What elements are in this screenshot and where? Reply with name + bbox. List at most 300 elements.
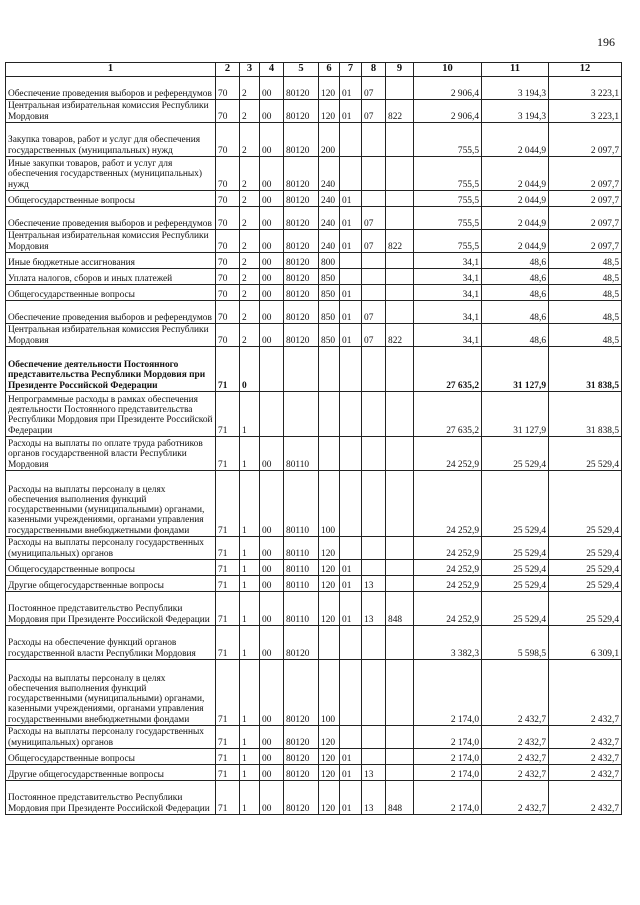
amount-cell: 24 252,9 xyxy=(414,437,482,471)
table-row xyxy=(6,660,622,726)
code-cell: 00 xyxy=(260,537,284,560)
code-cell xyxy=(386,626,414,660)
amount-cell: 24 252,9 xyxy=(414,560,482,576)
code-cell: 01 xyxy=(340,285,362,301)
row-label: Расходы на выплаты персоналу государственных (муниципальных) органов xyxy=(6,537,216,560)
amount-cell: 34,1 xyxy=(414,301,482,324)
code-cell: 1 xyxy=(240,437,260,471)
amount-cell: 48,6 xyxy=(482,324,549,347)
amount-cell: 48,5 xyxy=(549,285,622,301)
table-row xyxy=(6,781,622,815)
code-cell: 01 xyxy=(340,749,362,765)
code-cell: 120 xyxy=(319,100,340,123)
row-label: Общегосударственные вопросы xyxy=(6,560,216,576)
code-cell: 120 xyxy=(319,765,340,781)
code-cell xyxy=(362,191,386,207)
amount-cell: 25 529,4 xyxy=(549,560,622,576)
code-cell: 2 xyxy=(240,100,260,123)
code-cell: 1 xyxy=(240,749,260,765)
amount-cell: 2 432,7 xyxy=(482,660,549,726)
code-cell: 2 xyxy=(240,301,260,324)
code-cell xyxy=(340,537,362,560)
code-cell: 01 xyxy=(340,230,362,253)
page-number: 196 xyxy=(597,35,615,49)
code-cell: 01 xyxy=(340,592,362,626)
table-row xyxy=(6,207,622,230)
amount-cell: 2 044,9 xyxy=(482,191,549,207)
code-cell: 00 xyxy=(260,269,284,285)
code-cell: 80120 xyxy=(284,660,319,726)
code-cell: 80110 xyxy=(284,560,319,576)
code-cell: 80110 xyxy=(284,576,319,592)
code-cell: 01 xyxy=(340,765,362,781)
code-cell: 80120 xyxy=(284,157,319,191)
amount-cell: 25 529,4 xyxy=(549,437,622,471)
code-cell: 1 xyxy=(240,660,260,726)
amount-cell: 25 529,4 xyxy=(482,537,549,560)
code-cell: 80110 xyxy=(284,471,319,537)
code-cell xyxy=(362,285,386,301)
row-label: Расходы на выплаты персоналу в целях обеспечения выполнения функций государственными (муниципальными) органами, казенными учреждениями, органами управления государственными внебюджетными фондами xyxy=(6,660,216,726)
code-cell: 2 xyxy=(240,157,260,191)
amount-cell: 24 252,9 xyxy=(414,592,482,626)
table-row xyxy=(6,437,622,471)
code-cell: 120 xyxy=(319,576,340,592)
code-cell: 1 xyxy=(240,781,260,815)
code-cell xyxy=(386,765,414,781)
code-cell: 00 xyxy=(260,765,284,781)
code-cell xyxy=(340,269,362,285)
header-cell: 2 xyxy=(216,63,240,77)
code-cell: 00 xyxy=(260,660,284,726)
code-cell xyxy=(386,77,414,100)
amount-cell: 48,5 xyxy=(549,269,622,285)
code-cell: 822 xyxy=(386,324,414,347)
code-cell: 00 xyxy=(260,437,284,471)
code-cell: 01 xyxy=(340,207,362,230)
amount-cell: 25 529,4 xyxy=(549,537,622,560)
code-cell: 2 xyxy=(240,230,260,253)
code-cell: 1 xyxy=(240,592,260,626)
code-cell: 100 xyxy=(319,660,340,726)
amount-cell: 755,5 xyxy=(414,230,482,253)
code-cell xyxy=(340,123,362,157)
code-cell: 07 xyxy=(362,207,386,230)
table-row xyxy=(6,230,622,253)
amount-cell: 755,5 xyxy=(414,123,482,157)
code-cell xyxy=(362,253,386,269)
code-cell xyxy=(386,392,414,437)
amount-cell: 2 174,0 xyxy=(414,781,482,815)
code-cell xyxy=(386,285,414,301)
code-cell: 01 xyxy=(340,77,362,100)
table-row xyxy=(6,749,622,765)
code-cell: 100 xyxy=(319,471,340,537)
code-cell: 07 xyxy=(362,301,386,324)
amount-cell: 24 252,9 xyxy=(414,471,482,537)
code-cell: 70 xyxy=(216,157,240,191)
code-cell: 00 xyxy=(260,781,284,815)
row-label: Центральная избирательная комиссия Республики Мордовия xyxy=(6,230,216,253)
code-cell: 71 xyxy=(216,765,240,781)
code-cell xyxy=(386,253,414,269)
code-cell xyxy=(362,749,386,765)
code-cell xyxy=(386,471,414,537)
code-cell xyxy=(319,437,340,471)
code-cell xyxy=(362,560,386,576)
code-cell xyxy=(362,269,386,285)
code-cell: 71 xyxy=(216,437,240,471)
code-cell: 120 xyxy=(319,560,340,576)
code-cell: 00 xyxy=(260,285,284,301)
amount-cell: 34,1 xyxy=(414,324,482,347)
code-cell xyxy=(386,123,414,157)
code-cell: 80120 xyxy=(284,726,319,749)
header-cell: 10 xyxy=(414,63,482,77)
code-cell: 01 xyxy=(340,100,362,123)
amount-cell: 25 529,4 xyxy=(482,437,549,471)
code-cell: 80110 xyxy=(284,437,319,471)
code-cell xyxy=(340,157,362,191)
code-cell: 00 xyxy=(260,626,284,660)
code-cell: 71 xyxy=(216,660,240,726)
code-cell: 00 xyxy=(260,253,284,269)
code-cell: 71 xyxy=(216,726,240,749)
amount-cell: 31 127,9 xyxy=(482,347,549,392)
amount-cell: 48,6 xyxy=(482,285,549,301)
code-cell xyxy=(386,749,414,765)
code-cell: 70 xyxy=(216,324,240,347)
amount-cell: 34,1 xyxy=(414,285,482,301)
amount-cell: 2 174,0 xyxy=(414,765,482,781)
code-cell xyxy=(362,437,386,471)
row-label: Центральная избирательная комиссия Республики Мордовия xyxy=(6,100,216,123)
table-row xyxy=(6,157,622,191)
amount-cell: 2 432,7 xyxy=(549,765,622,781)
header-cell: 3 xyxy=(240,63,260,77)
code-cell: 00 xyxy=(260,230,284,253)
amount-cell: 755,5 xyxy=(414,191,482,207)
code-cell: 71 xyxy=(216,347,240,392)
code-cell xyxy=(386,347,414,392)
header-cell: 1 xyxy=(6,63,216,77)
code-cell: 120 xyxy=(319,781,340,815)
table-header-row xyxy=(6,63,622,77)
code-cell: 848 xyxy=(386,781,414,815)
code-cell xyxy=(386,437,414,471)
code-cell: 00 xyxy=(260,749,284,765)
row-label: Обеспечение проведения выборов и референдумов xyxy=(6,301,216,324)
code-cell: 80120 xyxy=(284,765,319,781)
code-cell: 120 xyxy=(319,537,340,560)
amount-cell: 48,6 xyxy=(482,269,549,285)
amount-cell: 25 529,4 xyxy=(482,471,549,537)
code-cell: 71 xyxy=(216,576,240,592)
table-row xyxy=(6,765,622,781)
amount-cell: 2 044,9 xyxy=(482,207,549,230)
amount-cell: 2 432,7 xyxy=(482,765,549,781)
code-cell: 240 xyxy=(319,191,340,207)
row-label: Иные закупки товаров, работ и услуг для обеспечения государственных (муниципальных) нужд xyxy=(6,157,216,191)
code-cell: 00 xyxy=(260,592,284,626)
row-label: Иные бюджетные ассигнования xyxy=(6,253,216,269)
code-cell: 13 xyxy=(362,576,386,592)
row-label: Обеспечение деятельности Постоянного представительства Республики Мордовия при Президенте Российской Федерации xyxy=(6,347,216,392)
code-cell xyxy=(319,392,340,437)
code-cell: 80120 xyxy=(284,781,319,815)
code-cell xyxy=(319,347,340,392)
code-cell: 71 xyxy=(216,392,240,437)
amount-cell: 25 529,4 xyxy=(549,576,622,592)
header-cell: 4 xyxy=(260,63,284,77)
amount-cell: 2 097,7 xyxy=(549,191,622,207)
code-cell: 848 xyxy=(386,592,414,626)
code-cell: 01 xyxy=(340,324,362,347)
table-row xyxy=(6,560,622,576)
code-cell: 2 xyxy=(240,191,260,207)
code-cell: 2 xyxy=(240,253,260,269)
code-cell: 00 xyxy=(260,471,284,537)
code-cell xyxy=(386,726,414,749)
code-cell: 120 xyxy=(319,592,340,626)
amount-cell: 3 223,1 xyxy=(549,100,622,123)
amount-cell: 2 432,7 xyxy=(482,781,549,815)
code-cell: 80120 xyxy=(284,207,319,230)
code-cell: 07 xyxy=(362,77,386,100)
code-cell: 1 xyxy=(240,392,260,437)
amount-cell: 48,5 xyxy=(549,253,622,269)
code-cell xyxy=(362,392,386,437)
amount-cell: 24 252,9 xyxy=(414,537,482,560)
row-label: Постоянное представительство Республики Мордовия при Президенте Российской Федерации xyxy=(6,781,216,815)
code-cell: 70 xyxy=(216,191,240,207)
code-cell: 2 xyxy=(240,285,260,301)
table-row xyxy=(6,191,622,207)
code-cell: 01 xyxy=(340,560,362,576)
code-cell: 80120 xyxy=(284,77,319,100)
code-cell: 00 xyxy=(260,157,284,191)
code-cell: 70 xyxy=(216,269,240,285)
row-label: Общегосударственные вопросы xyxy=(6,285,216,301)
code-cell: 70 xyxy=(216,230,240,253)
code-cell: 13 xyxy=(362,781,386,815)
row-label: Расходы на выплаты персоналу в целях обеспечения выполнения функций государственными (муниципальными) органами, казенными учреждениями, органами управления государственными внебюджетными фондами xyxy=(6,471,216,537)
code-cell: 120 xyxy=(319,77,340,100)
amount-cell: 48,5 xyxy=(549,301,622,324)
code-cell xyxy=(386,207,414,230)
budget-table xyxy=(5,62,622,815)
code-cell: 01 xyxy=(340,301,362,324)
code-cell: 1 xyxy=(240,537,260,560)
table-row xyxy=(6,592,622,626)
code-cell: 00 xyxy=(260,301,284,324)
code-cell xyxy=(260,392,284,437)
amount-cell: 2 174,0 xyxy=(414,749,482,765)
amount-cell: 2 906,4 xyxy=(414,77,482,100)
row-label: Постоянное представительство Республики Мордовия при Президенте Российской Федерации xyxy=(6,592,216,626)
amount-cell: 3 194,3 xyxy=(482,100,549,123)
row-label: Общегосударственные вопросы xyxy=(6,191,216,207)
code-cell xyxy=(340,660,362,726)
amount-cell: 755,5 xyxy=(414,157,482,191)
amount-cell: 25 529,4 xyxy=(482,560,549,576)
table-row xyxy=(6,269,622,285)
amount-cell: 2 097,7 xyxy=(549,157,622,191)
row-label: Непрограммные расходы в рамках обеспечения деятельности Постоянного представительства Республики Мордовия при Президенте Российской Федерации xyxy=(6,392,216,437)
table-row xyxy=(6,347,622,392)
amount-cell: 2 432,7 xyxy=(549,781,622,815)
amount-cell: 25 529,4 xyxy=(549,592,622,626)
code-cell: 80120 xyxy=(284,626,319,660)
code-cell: 07 xyxy=(362,100,386,123)
table-row xyxy=(6,123,622,157)
amount-cell: 2 097,7 xyxy=(549,207,622,230)
amount-cell: 25 529,4 xyxy=(482,576,549,592)
code-cell: 80120 xyxy=(284,253,319,269)
code-cell xyxy=(340,392,362,437)
code-cell: 01 xyxy=(340,576,362,592)
table-row xyxy=(6,576,622,592)
amount-cell: 25 529,4 xyxy=(549,471,622,537)
code-cell: 1 xyxy=(240,471,260,537)
table-row xyxy=(6,324,622,347)
code-cell: 850 xyxy=(319,324,340,347)
code-cell: 70 xyxy=(216,123,240,157)
code-cell: 00 xyxy=(260,560,284,576)
code-cell: 240 xyxy=(319,157,340,191)
code-cell: 00 xyxy=(260,207,284,230)
code-cell: 00 xyxy=(260,576,284,592)
amount-cell: 755,5 xyxy=(414,207,482,230)
code-cell: 00 xyxy=(260,100,284,123)
amount-cell: 31 838,5 xyxy=(549,347,622,392)
amount-cell: 2 906,4 xyxy=(414,100,482,123)
code-cell: 1 xyxy=(240,726,260,749)
table-row xyxy=(6,253,622,269)
code-cell: 70 xyxy=(216,285,240,301)
code-cell: 13 xyxy=(362,765,386,781)
amount-cell: 5 598,5 xyxy=(482,626,549,660)
amount-cell: 27 635,2 xyxy=(414,347,482,392)
code-cell: 70 xyxy=(216,207,240,230)
code-cell xyxy=(362,157,386,191)
code-cell: 00 xyxy=(260,191,284,207)
header-cell: 6 xyxy=(319,63,340,77)
code-cell xyxy=(340,471,362,537)
code-cell: 70 xyxy=(216,301,240,324)
amount-cell: 2 432,7 xyxy=(549,660,622,726)
code-cell xyxy=(340,726,362,749)
row-label: Расходы на обеспечение функций органов государственной власти Республики Мордовия xyxy=(6,626,216,660)
code-cell: 800 xyxy=(319,253,340,269)
code-cell: 71 xyxy=(216,537,240,560)
amount-cell: 48,6 xyxy=(482,301,549,324)
code-cell: 2 xyxy=(240,123,260,157)
amount-cell: 2 097,7 xyxy=(549,123,622,157)
code-cell: 240 xyxy=(319,207,340,230)
code-cell xyxy=(386,157,414,191)
code-cell: 71 xyxy=(216,471,240,537)
code-cell xyxy=(386,576,414,592)
code-cell: 240 xyxy=(319,230,340,253)
table-row xyxy=(6,285,622,301)
amount-cell: 48,5 xyxy=(549,324,622,347)
code-cell xyxy=(386,660,414,726)
code-cell: 00 xyxy=(260,726,284,749)
code-cell xyxy=(319,626,340,660)
table-row xyxy=(6,100,622,123)
code-cell xyxy=(340,437,362,471)
amount-cell: 3 194,3 xyxy=(482,77,549,100)
code-cell xyxy=(340,347,362,392)
code-cell: 80120 xyxy=(284,100,319,123)
row-label: Расходы на выплаты по оплате труда работников органов государственной власти Республики Мордовия xyxy=(6,437,216,471)
code-cell: 70 xyxy=(216,253,240,269)
amount-cell: 6 309,1 xyxy=(549,626,622,660)
code-cell: 70 xyxy=(216,77,240,100)
table-row xyxy=(6,471,622,537)
table-row xyxy=(6,537,622,560)
row-label: Центральная избирательная комиссия Республики Мордовия xyxy=(6,324,216,347)
code-cell xyxy=(362,726,386,749)
code-cell: 2 xyxy=(240,324,260,347)
row-label: Расходы на выплаты персоналу государственных (муниципальных) органов xyxy=(6,726,216,749)
code-cell xyxy=(362,471,386,537)
amount-cell: 2 044,9 xyxy=(482,230,549,253)
code-cell: 2 xyxy=(240,207,260,230)
row-label: Другие общегосударственные вопросы xyxy=(6,576,216,592)
code-cell: 07 xyxy=(362,230,386,253)
amount-cell: 2 432,7 xyxy=(482,749,549,765)
amount-cell: 31 127,9 xyxy=(482,392,549,437)
row-label: Общегосударственные вопросы xyxy=(6,749,216,765)
amount-cell: 2 432,7 xyxy=(549,726,622,749)
amount-cell: 2 174,0 xyxy=(414,660,482,726)
code-cell: 01 xyxy=(340,191,362,207)
table-row xyxy=(6,726,622,749)
code-cell: 850 xyxy=(319,301,340,324)
code-cell xyxy=(340,253,362,269)
code-cell: 80120 xyxy=(284,749,319,765)
header-cell: 8 xyxy=(362,63,386,77)
code-cell xyxy=(386,537,414,560)
code-cell: 71 xyxy=(216,626,240,660)
code-cell: 850 xyxy=(319,269,340,285)
code-cell xyxy=(386,560,414,576)
header-cell: 12 xyxy=(549,63,622,77)
code-cell: 120 xyxy=(319,726,340,749)
row-label: Обеспечение проведения выборов и референдумов xyxy=(6,77,216,100)
code-cell xyxy=(362,660,386,726)
code-cell: 71 xyxy=(216,560,240,576)
code-cell: 80120 xyxy=(284,123,319,157)
code-cell: 1 xyxy=(240,560,260,576)
amount-cell: 2 432,7 xyxy=(549,749,622,765)
code-cell: 01 xyxy=(340,781,362,815)
code-cell xyxy=(284,392,319,437)
code-cell: 71 xyxy=(216,749,240,765)
code-cell: 850 xyxy=(319,285,340,301)
amount-cell: 2 174,0 xyxy=(414,726,482,749)
amount-cell: 2 044,9 xyxy=(482,157,549,191)
code-cell xyxy=(386,191,414,207)
code-cell: 80120 xyxy=(284,324,319,347)
code-cell: 71 xyxy=(216,781,240,815)
amount-cell: 2 097,7 xyxy=(549,230,622,253)
code-cell: 2 xyxy=(240,269,260,285)
code-cell: 2 xyxy=(240,77,260,100)
table-row xyxy=(6,392,622,437)
